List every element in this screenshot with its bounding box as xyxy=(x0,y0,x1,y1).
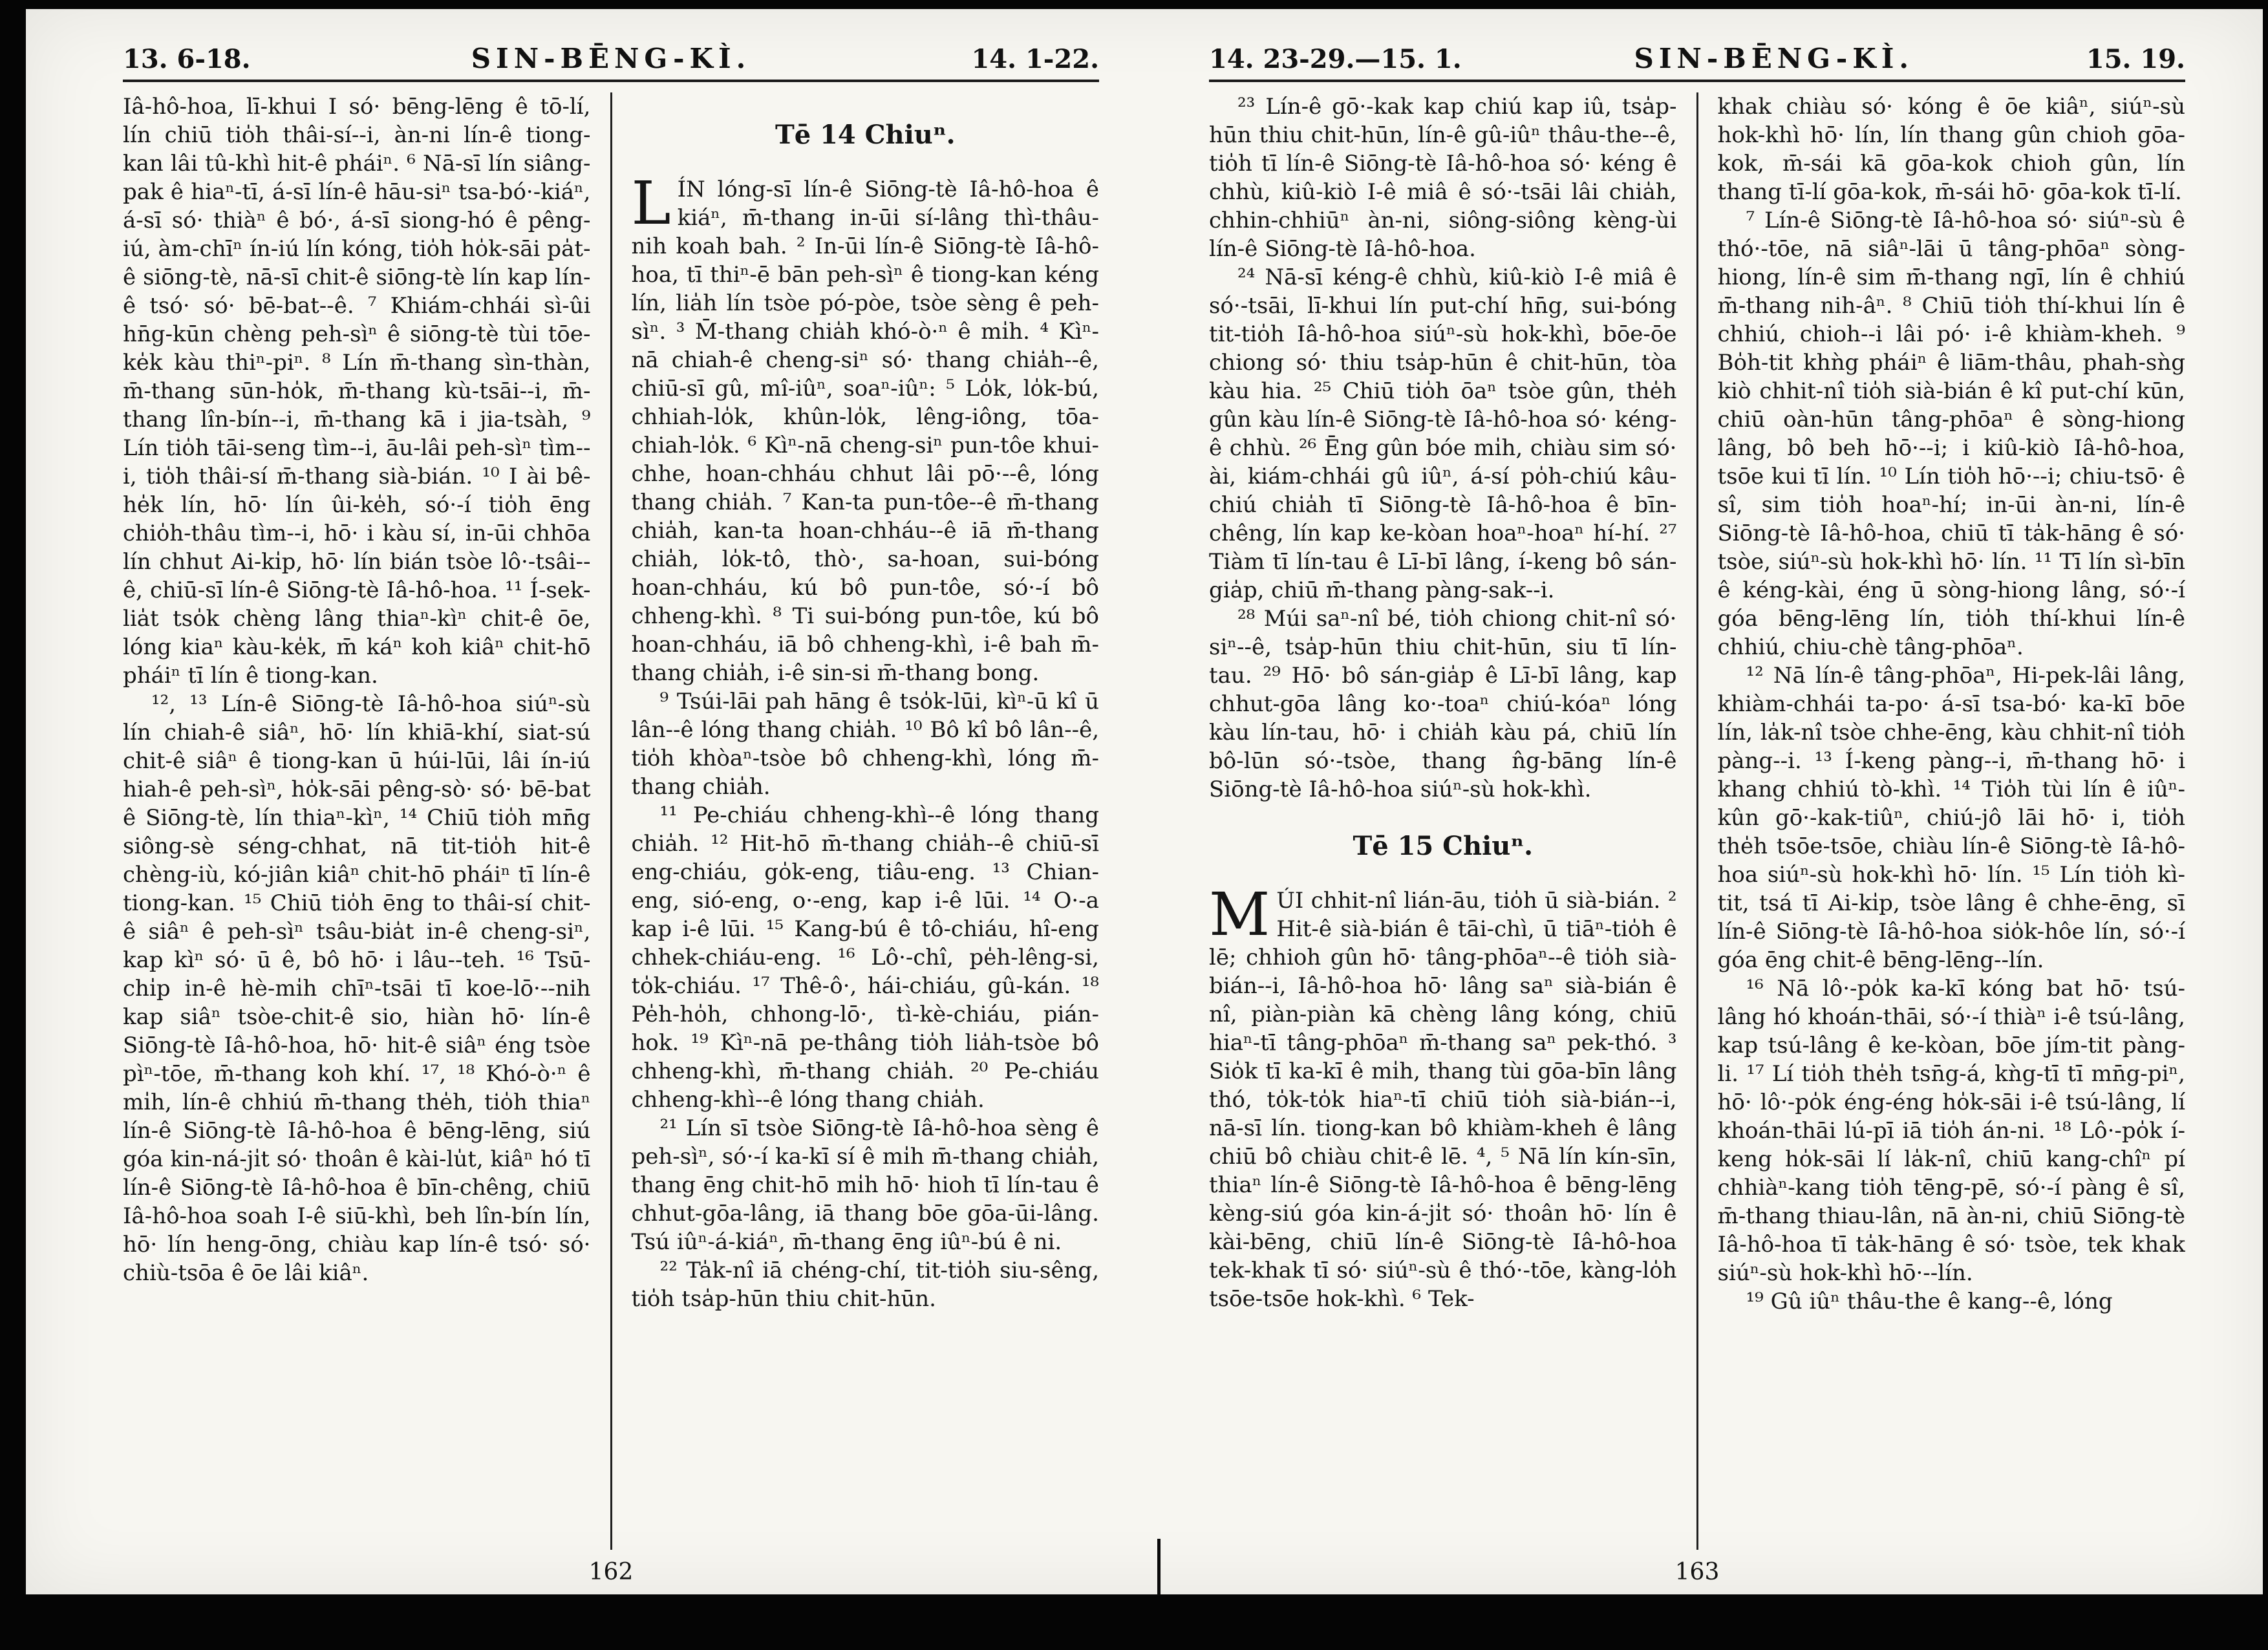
right-page-number: 163 xyxy=(1674,1559,1720,1585)
paragraph: ²⁸ Múi saⁿ-nî bé, tio̍h chiong chit-nî só· siⁿ--ê, tsa̍p-hūn thiu chit-hūn, siu tī lín-tau. ²⁹ Hō· bô sán-gia̍p ê Lī-bī lâng, kap chhut-gōa lâng ko·-toaⁿ chiú-kóaⁿ lóng kàu lín-tau, hō· i chia̍h kàu pá, chiū lín bô-lūn só·-tsòe, thang n̂g-bāng lín-ê Siōng-tè Iâ-hô-hoa siúⁿ-sù hok-khì. xyxy=(1209,606,1677,802)
chapter-14-paragraphs xyxy=(632,687,1100,1313)
paragraph: ²⁴ Nā-sī kéng-ê chhù, kiû-kiò I-ê miâ ê só·-tsāi, lī-khui lín put-chí hn̄g, sui-bóng tit-tio̍h Iâ-hô-hoa siúⁿ-sù hok-khì, bōe-ōe chiong só· thiu tsa̍p-hūn ê chit-hūn, tòa kàu hia. ²⁵ Chiū tio̍h ōaⁿ tsòe gûn, the̍h gûn kàu lín-ê Siōng-tè Iâ-hô-hoa só· kéng-ê chhù. ²⁶ Ēng gûn bóe mi̍h, chiàu sim só· ài, kiám-chhái gû iûⁿ, á-sí po̍h-chiú kâu-chiú chia̍h tī Siōng-tè Iâ-hô-hoa ê bīn-chêng, lín kap ke-kòan hoaⁿ-hoaⁿ hí-hí. ²⁷ Tiàm tī lín-tau ê Lī-bī lâng, í-keng bô sán-gia̍p, chiū m̄-thang pàng-sak--i. xyxy=(1209,264,1677,603)
header-verse-ref-right: 15. 19. xyxy=(2086,44,2185,74)
right-page-column-2 xyxy=(1698,92,2186,1550)
paragraph: Iâ-hô-hoa, lī-khui I só· bēng-lēng ê tō-lí, lín chiū tio̍h thâi-sí--i, àn-ni lín-ê tiong-kan lâi tû-khì hit-ê pháiⁿ. ⁶ Nā-sī lín siâng-pak ê hiaⁿ-tī, á-sī lín-ê hāu-siⁿ tsa-bó·-kiáⁿ, á-sī só· thiàⁿ ê bó·, á-sī siong-hó ê pêng-iú, àm-chīⁿ ín-iú lín kóng, tio̍h ho̍k-sāi pa̍t-ê siōng-tè, nā-sī chit-ê siōng-tè lín kap lín-ê tsó· só· bē-bat--ê. ⁷ Khiám-chhái sì-ûi hn̄g-kūn chèng peh-sìⁿ ê siōng-tè tùi tōe-ke̍k kàu thiⁿ-piⁿ. ⁸ Lín m̄-thang sìn-thàn, m̄-thang sūn-ho̍k, m̄-thang kù-tsāi--i, m̄-thang lîn-bín--i, m̄-thang kā i jia-tsàh, ⁹ Lín tio̍h tāi-seng tìm--i, āu-lâi peh-sìⁿ tìm--i, tio̍h thâi-sí m̄-thang sià-bián. ¹⁰ I ài bê-he̍k lín, hō· lín ûi-ke̍h, só·-í tio̍h ēng chio̍h-thâu tìm--i, hō· i kàu sí, in-ūi chhōa lín chhut Ai-ki̍p, hō· lín bián tsòe lô·-tsâi--ê, chiū-sī lín-ê Siōng-tè Iâ-hô-hoa. ¹¹ Í-sek-lia̍t tso̍k chèng lâng thiaⁿ-kìⁿ chit-ê ōe, lóng kiaⁿ kàu-ke̍k, m̄ káⁿ koh kiâⁿ chit-hō pháiⁿ tī lín ê tiong-kan. xyxy=(123,94,591,689)
left-page-number: 162 xyxy=(588,1559,634,1585)
paragraph: ⁷ Lín-ê Siōng-tè Iâ-hô-hoa só· siúⁿ-sù ê thó·-tōe, nā siâⁿ-lāi ū tâng-phōaⁿ sòng-hiong, lín-ê sim m̄-thang ngī, lín ê chhiú m̄-thang nih-âⁿ. ⁸ Chiū tio̍h thí-khui lín ê chhiú, chioh--i lâi pó· i-ê khiàm-kheh. ⁹ Bo̍h-tit khǹg pháiⁿ ê liām-thâu, phah-sǹg kiò chhit-nî tio̍h sià-bián ê kî put-chí kūn, chiū oàn-hūn tâng-phōaⁿ ê sòng-hiong lâng, bô beh hō·--i; i kiû-kiò Iâ-hô-hoa, tsōe kui tī lín. ¹⁰ Lín tio̍h hō·--i; chiu-tsō· ê sî, sim tio̍h hoaⁿ-hí; in-ūi àn-ni, lín-ê Siōng-tè Iâ-hô-hoa, chiū tī ta̍k-hāng ê só· tsòe, siúⁿ-sù hok-khì hō· lín. ¹¹ Tī lín sì-bīn ê kéng-kài, éng ū sòng-hiong lâng, só·-í góa bēng-lēng lín, tio̍h thí-khui lín-ê chhiú, chiu-chè tâng-phōaⁿ. xyxy=(1717,208,2185,660)
chapter-15-opening-paragraph xyxy=(1209,880,1677,1313)
chapter-14-heading: Tē 14 Chiuⁿ. xyxy=(775,120,956,150)
paragraph: ¹² Nā lín-ê tâng-phōaⁿ, Hi-pek-lâi lâng, khiàm-chhái ta-po· á-sī tsa-bó· ka-kī bōe lín, la̍k-nî tsòe chhe-ēng, kàu chhit-nî tio̍h pàng--i. ¹³ Í-keng pàng--i, m̄-thang hō· i khang chhiú tò-khì. ¹⁴ Tio̍h tùi lín ê iûⁿ-kûn gō·-kak-tiûⁿ, chiú-jô lāi hō· i, tio̍h the̍h tsōe-tsōe, chiàu lín-ê Siōng-tè Iâ-hô-hoa siúⁿ-sù hok-khì hō· lín. ¹⁵ Lín tio̍h kì-tit, tsá tī Ai-ki̍p, tsòe lâng ê chhe-ēng, sī lín-ê Siōng-tè Iâ-hô-hoa sio̍k-hôe lín, só·-í góa ēng chit-ê bēng-lēng--lín. xyxy=(1717,663,2185,973)
chapter-14-continued-paragraphs xyxy=(1209,92,1677,804)
chapter-14-opening-paragraph xyxy=(631,169,1100,687)
paragraph: ¹², ¹³ Lín-ê Siōng-tè Iâ-hô-hoa siúⁿ-sù lín chiah-ê siâⁿ, hō· lín khiā-khí, siat-sú chit-ê siâⁿ ê tiong-kan ū húi-lūi, lâi ín-iú hiah-ê peh-sìⁿ, ho̍k-sāi pêng-sò· só· bē-bat ê Siōng-tè, lín thiaⁿ-kìⁿ, ¹⁴ Chiū tio̍h mn̄g siông-sè séng-chhat, nā tit-tio̍h hit-ê chèng-iù, kó-jiân kiâⁿ chit-hō pháiⁿ tī lín-ê tiong-kan. ¹⁵ Chiū tio̍h ēng to thâi-sí chit-ê siâⁿ ê peh-sìⁿ tsâu-bia̍t in-ê cheng-siⁿ, kap kìⁿ só· ū ê, bô hō· i lâu--teh. ¹⁶ Tsū-chi̍p in-ê hè-mi̍h chīⁿ-tsāi tī koe-lō·--nih kap siâⁿ tsòe-chit-ê sio, hiàn hō· lín-ê Siōng-tè Iâ-hô-hoa, hō· hit-ê siâⁿ éng tsòe pìⁿ-tōe, m̄-thang koh khí. ¹⁷, ¹⁸ Khó-ò·ⁿ ê mi̍h, lín-ê chhiú m̄-thang the̍h, tio̍h thiaⁿ lín-ê Siōng-tè Iâ-hô-hoa ê bēng-lēng, siú góa kin-ná-ji̍t só· thoân ê kài-lu̍t, kiâⁿ hó tī lín-ê Siōng-tè Iâ-hô-hoa ê bīn-chêng, chiū Iâ-hô-hoa soah I-ê siū-khì, beh lîn-bín lín, hō· lín heng-ōng, chiàu kap lín-ê tsó· só· chiù-tsōa ê ōe lâi kiâⁿ. xyxy=(123,691,591,1286)
scan-gutter-mark xyxy=(1157,1539,1161,1596)
left-page xyxy=(26,9,1144,1594)
paragraph: ⁹ Tsúi-lāi pah hāng ê tso̍k-lūi, kìⁿ-ū kî ū lân--ê lóng thang chia̍h. ¹⁰ Bô kî bô lân--ê, tio̍h khòaⁿ-tsòe bô chheng-khì, lóng m̄-thang chia̍h. xyxy=(631,689,1099,800)
header-verse-ref-left: 13. 6-18. xyxy=(123,44,251,74)
paragraph: khak chiàu só· kóng ê ōe kiâⁿ, siúⁿ-sù hok-khì hō· lín, lín thang gûn chioh gōa-kok, m̄-sái kā gōa-kok chioh gûn, lín thang tī-lí gōa-kok, m̄-sái hō· gōa-kok tī-lí. xyxy=(1717,94,2185,205)
chapter-15-heading: Tē 15 Chiuⁿ. xyxy=(1353,831,1534,861)
book-spread-sheet xyxy=(26,9,2263,1594)
paragraph: ¹¹ Pe-chiáu chheng-khì--ê lóng thang chia̍h. ¹² Hit-hō m̄-thang chia̍h--ê chiū-sī eng-chiáu, go̍k-eng, tiâu-eng. ¹³ Chian-eng, sió-eng, o·-eng, kap i-ê lūi. ¹⁴ O·-a kap i-ê lūi. ¹⁵ Kang-bú ê tô-chiáu, hî-eng chhek-chiáu-eng. ¹⁶ Lô·-chî, pe̍h-lêng-si, to̍k-chiáu. ¹⁷ Thê-ô·, hái-chiáu, gû-kán. ¹⁸ Pe̍h-ho̍h, chhong-lō·, tì-kè-chiáu, pián-hok. ¹⁹ Kìⁿ-nā pe-thâng tio̍h lia̍h-tsòe bô chheng-khì, m̄-thang chia̍h. ²⁰ Pe-chiáu chheng-khì--ê lóng thang chia̍h. xyxy=(631,802,1099,1113)
paragraph: ²¹ Lín sī tsòe Siōng-tè Iâ-hô-hoa sèng ê peh-sìⁿ, só·-í ka-kī sí ê mi̍h m̄-thang chia̍h, thang ēng chit-hō mi̍h hō· hioh tī lín-tau ê chhut-gōa-lâng, iā thang bōe gōa-ūi-lâng. Tsú iûⁿ-á-kiáⁿ, m̄-thang ēng iûⁿ-bú ê ni. xyxy=(631,1115,1099,1255)
book-title: SIN-BĒNG-KÌ. xyxy=(471,43,751,74)
right-page xyxy=(1144,9,2263,1594)
book-title: SIN-BĒNG-KÌ. xyxy=(1634,43,1914,74)
paragraph: ²² Ta̍k-nî iā chéng-chí, tit-tio̍h siu-sêng, tio̍h tsa̍p-hūn thiu chit-hūn. xyxy=(631,1258,1099,1312)
paragraph: ²³ Lín-ê gō·-kak kap chiú kap iû, tsa̍p-hūn thiu chit-hūn, lín-ê gû-iûⁿ thâu-the--ê, tio̍h tī lín-ê Siōng-tè Iâ-hô-hoa só· kéng ê chhù, kiû-kiò I-ê miâ ê só·-tsāi lâi chia̍h, chhin-chhiūⁿ àn-ni, siông-siông kèng-ùi lín-ê Siōng-tè Iâ-hô-hoa. xyxy=(1209,94,1677,262)
header-verse-ref-left: 14. 23-29.—15. 1. xyxy=(1209,44,1462,74)
left-page-body xyxy=(123,92,1099,1550)
paragraph: ¹⁶ Nā lô·-po̍k ka-kī kóng bat hō· tsú-lâng hó khoán-thāi, só·-í thiàⁿ i-ê tsú-lâng, kap tsú-lâng ê ke-kòan, bōe jím-tit pàng-li. ¹⁷ Lí tio̍h the̍h tsn̄g-á, kǹg-tī tī mn̄g-piⁿ, hō· lô·-po̍k éng-éng ho̍k-sāi i-ê tsú-lâng, lí khoán-thāi lú-pī iā tio̍h án-ni. ¹⁸ Lô·-po̍k í-keng ho̍k-sāi lí la̍k-nî, chiū kang-chîⁿ pí chhiàⁿ-kang tio̍h tēng-pē, só·-í pàng ê sî, m̄-thang thiau-lân, nā àn-ni, chiū Siōng-tè Iâ-hô-hoa tī ta̍k-hāng ê só· tsòe, tek khak siúⁿ-sù hok-khì hō·--lín. xyxy=(1717,976,2185,1286)
right-page-column-1 xyxy=(1209,92,1696,1550)
left-page-column-2 xyxy=(612,92,1100,1550)
drop-cap-letter: L xyxy=(631,169,671,238)
drop-cap-letter: M xyxy=(1209,880,1270,949)
paragraph: ¹⁹ Gû iûⁿ thâu-the ê kang--ê, lóng xyxy=(1746,1289,2113,1314)
right-page-header xyxy=(1209,43,2185,82)
right-page-body xyxy=(1209,92,2185,1550)
left-page-header xyxy=(123,43,1099,82)
opening-paragraph-text: ÚI chhit-nî lián-āu, tio̍h ū sià-bián. ² Hit-ê sià-bián ê tāi-chì, ū tiāⁿ-tio̍h ê lē; chhioh gûn hō· tâng-phōaⁿ--ê tio̍h sià-bián--i, Iâ-hô-hoa hō· lâng saⁿ sià-bián ê nî, piàn-piàn kā chèng lâng kóng, chiū hiaⁿ-tī tâng-phōaⁿ m̄-thang saⁿ pek-thó. ³ Sio̍k tī ka-kī ê mi̍h, thang tùi gōa-bīn lâng thó, to̍k-to̍k hiaⁿ-tī chiū tio̍h sià-bián--i, nā-sī lín. tiong-kan bô khiàm-kheh ê lâng chiū bô chiàu chit-ê lē. ⁴, ⁵ Nā lín kín-sīn, thiaⁿ lín-ê Siōng-tè Iâ-hô-hoa ê bēng-lēng kèng-siú góa kin-á-ji̍t só· thoân hō· lín ê kài-bēng, chiū lín-ê Siōng-tè Iâ-hô-hoa tek-khak tī só· siúⁿ-sù ê thó·-tōe, kàng-lo̍h tsōe-tsōe hok-khì. ⁶ Tek- xyxy=(1209,888,1677,1312)
header-verse-ref-right: 14. 1-22. xyxy=(971,44,1099,74)
left-page-column-1 xyxy=(123,92,610,1550)
opening-paragraph-text: ÍN lóng-sī lín-ê Siōng-tè Iâ-hô-hoa ê kiáⁿ, m̄-thang in-ūi sí-lâng thì-thâu-nih koah bah. ² In-ūi lín-ê Siōng-tè Iâ-hô-hoa, tī thiⁿ-ē bān peh-sìⁿ ê tiong-kan kéng lín, lia̍h lín tsòe pó-pòe, tsòe sèng ê peh-sìⁿ. ³ M̄-thang chia̍h khó-ò·ⁿ ê mi̍h. ⁴ Kìⁿ-nā chiah-ê cheng-siⁿ só· thang chia̍h--ê, chiū-sī gû, mî-iûⁿ, soaⁿ-iûⁿ: ⁵ Lo̍k, lo̍k-bú, chhiah-lo̍k, khûn-lo̍k, lêng-iông, tōa-chiah-lo̍k. ⁶ Kìⁿ-nā cheng-siⁿ pun-tôe khui-chhe, hoan-chháu chhut lâi pō·--ê, lóng thang chia̍h. ⁷ Kan-ta pun-tôe--ê m̄-thang chia̍h, kan-ta hoan-chháu--ê iā m̄-thang chia̍h, lo̍k-tô, thò·, sa-hoan, sui-bóng hoan-chháu, kú bô pun-tôe, só·-í bô chheng-khì. ⁸ Ti sui-bóng pun-tôe, kú bô hoan-chháu, iā bô chheng-khì, i-ê bah m̄-thang chia̍h, i-ê sin-si m̄-thang bong. xyxy=(631,177,1099,686)
